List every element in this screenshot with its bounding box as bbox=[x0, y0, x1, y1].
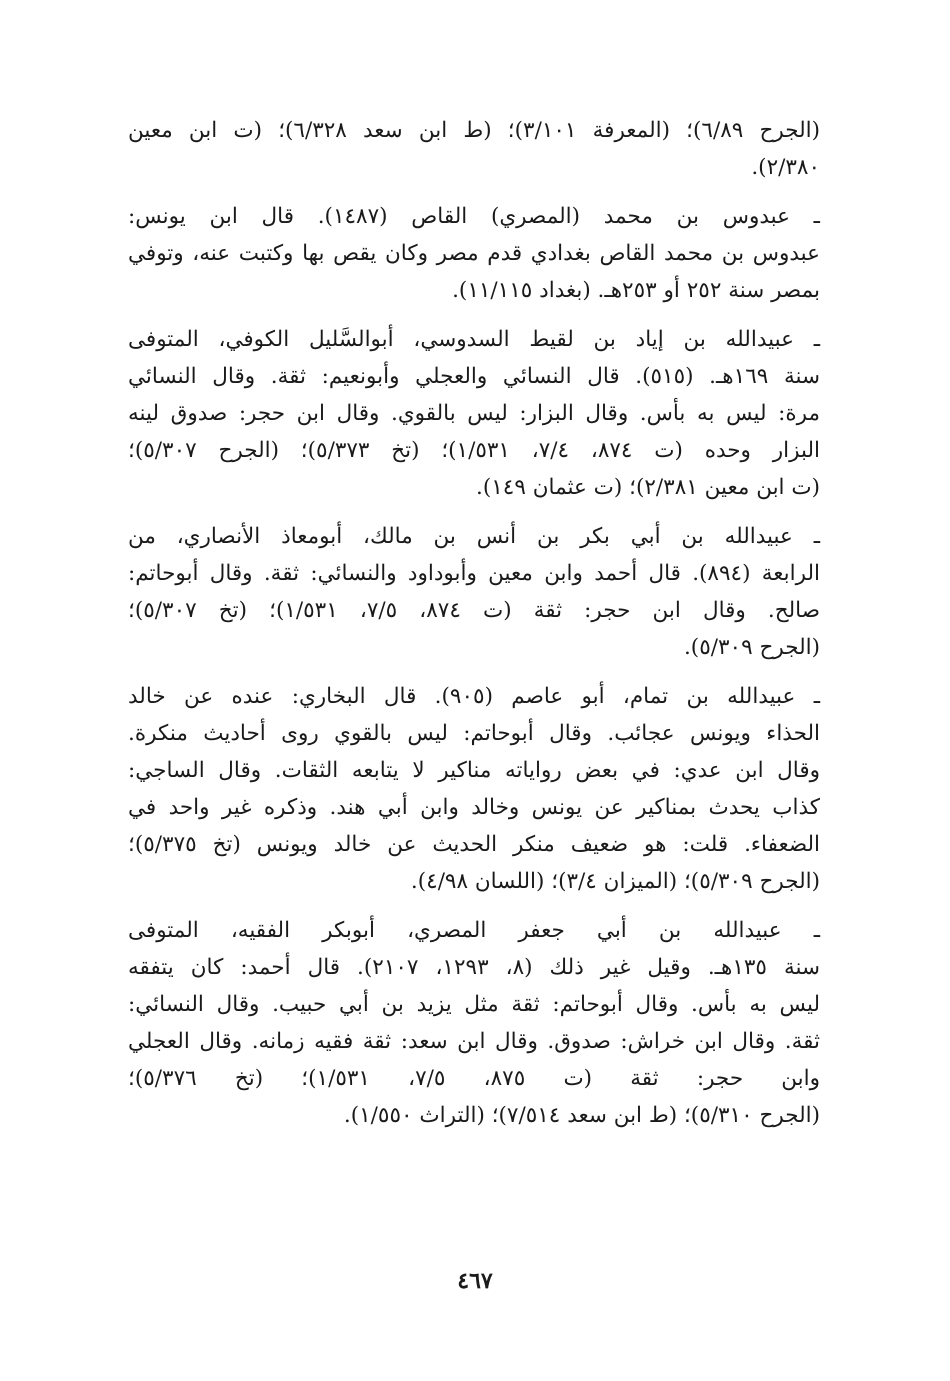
text-line: سنة ١٣٥هـ. وقيل غير ذلك (٨، ١٢٩٣، ٢١٠٧). قال أحمد: كان يتفقه bbox=[128, 955, 821, 980]
entry-ubaydullah-ibn-abi-bakr bbox=[128, 518, 820, 666]
text-line: ـ عبيدالله بن تمام، أبو عاصم (٩٠٥). قال البخاري: عنده عن خالد bbox=[128, 684, 820, 709]
text-line: (الجرح ٥/٣٠٩). bbox=[683, 635, 820, 660]
text-line: البزار وحده (ت ٨٧٤، ٧/٤، ١/٥٣١)؛ (تخ ٥/٣٧٣)؛ (الجرح ٥/٣٠٧)؛ bbox=[128, 438, 820, 463]
page-number: ٤٦٧ bbox=[457, 1268, 493, 1294]
text-line: بمصر سنة ٢٥٢ أو ٢٥٣هـ. (بغداد ١١/١١٥). bbox=[452, 278, 820, 303]
entry-continuation-references bbox=[128, 112, 820, 186]
text-line: ٢/٣٨٠). bbox=[751, 155, 820, 180]
text-line: ـ عبدوس بن محمد (المصري) القاص (١٤٨٧). قال ابن يونس: bbox=[128, 204, 820, 229]
text-line: (ت ابن معين ٢/٣٨١)؛ (ت عثمان ١٤٩). bbox=[476, 475, 820, 500]
text-line: الحذاء ويونس عجائب. وقال أبوحاتم: ليس بالقوي روى أحاديث منكرة. bbox=[128, 721, 820, 746]
text-line: وقال ابن عدي: في بعض رواياته مناكير لا يتابعه الثقات. وقال الساجي: bbox=[128, 758, 820, 783]
text-line: (الجرح ٥/٣٠٩)؛ (الميزان ٣/٤)؛ (اللسان ٤/٩٨). bbox=[410, 869, 820, 894]
entry-ubaydullah-ibn-iyad bbox=[128, 321, 820, 506]
text-line: ثقة. وقال ابن خراش: صدوق. وقال ابن سعد: ثقة فقيه زمانه. وقال العجلي bbox=[128, 1029, 820, 1054]
text-line: سنة ١٦٩هـ. (٥١٥). قال النسائي والعجلي وأبونعيم: ثقة. وقال النسائي bbox=[128, 364, 820, 389]
text-line: مرة: ليس به بأس. وقال البزار: ليس بالقوي. وقال ابن حجر: صدوق لينه bbox=[128, 401, 820, 426]
entry-ubaydullah-ibn-tammam bbox=[128, 678, 820, 900]
text-line: ـ عبيدالله بن أبي جعفر المصري، أبوبكر الفقيه، المتوفى bbox=[128, 918, 820, 943]
text-line: ليس به بأس. وقال أبوحاتم: ثقة مثل يزيد بن أبي حبيب. وقال النسائي: bbox=[128, 992, 820, 1017]
text-line: صالح. وقال ابن حجر: ثقة (ت ٨٧٤، ٧/٥، ١/٥٣١)؛ (تخ ٥/٣٠٧)؛ bbox=[128, 598, 820, 623]
text-line: عبدوس بن محمد القاص بغدادي قدم مصر وكان يقص بها وكتبت عنه، وتوفي bbox=[128, 241, 820, 266]
text-line: الضعفاء. قلت: هو ضعيف منكر الحديث عن خالد ويونس (تخ ٥/٣٧٥)؛ bbox=[128, 832, 820, 857]
page-text bbox=[128, 112, 820, 1146]
text-line: كذاب يحدث بمناكير عن يونس وخالد وابن أبي هند. وذكره غير واحد في bbox=[128, 795, 820, 820]
text-line: (الجرح ٦/٨٩)؛ (المعرفة ٣/١٠١)؛ (ط ابن سعد ٦/٣٢٨)؛ (ت ابن معين bbox=[128, 118, 820, 143]
text-line: وابن حجر: ثقة (ت ٨٧٥، ٧/٥، ١/٥٣١)؛ (تخ ٥/٣٧٦)؛ bbox=[128, 1066, 820, 1091]
text-line: ـ عبيدالله بن إياد بن لقيط السدوسي، أبوالسَّليل الكوفي، المتوفى bbox=[128, 327, 820, 352]
text-line: (الجرح ٥/٣١٠)؛ (ط ابن سعد ٧/٥١٤)؛ (التراث ١/٥٥٠). bbox=[343, 1103, 820, 1128]
entry-ubaydullah-ibn-abi-jafar bbox=[128, 912, 820, 1134]
text-line: الرابعة (٨٩٤). قال أحمد وابن معين وأبوداود والنسائي: ثقة. وقال أبوحاتم: bbox=[128, 561, 820, 586]
text-line: ـ عبيدالله بن أبي بكر بن أنس بن مالك، أبومعاذ الأنصاري، من bbox=[128, 524, 820, 549]
entry-abdus-ibn-muhammad bbox=[128, 198, 820, 309]
